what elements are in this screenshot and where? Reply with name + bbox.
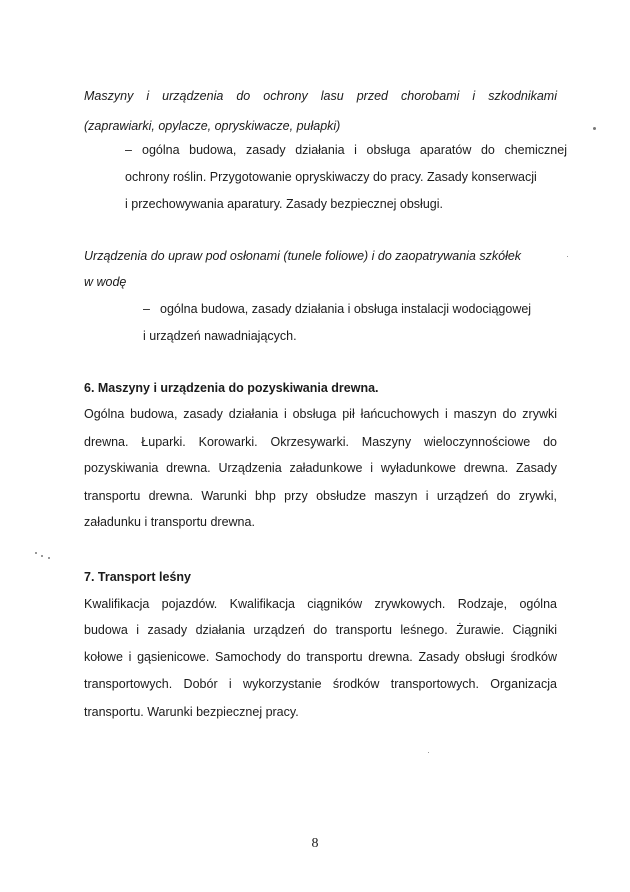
body-text-line: i przechowywania aparatury. Zasady bezpiecznej obsługi. bbox=[125, 197, 443, 211]
body-text-line: budowa i zasady działania urządzeń do transportu leśnego. Żurawie. Ciągniki bbox=[84, 623, 557, 637]
body-text-line: załadunku i transportu drewna. bbox=[84, 515, 255, 529]
body-text-line: transportowych. Dobór i wykorzystanie środków transportowych. Organizacja bbox=[84, 677, 557, 691]
subsection-heading-greenhouse-line-1: Urządzenia do upraw pod osłonami (tunele foliowe) i do zaopatrywania szkółek bbox=[84, 249, 522, 263]
body-text-line: transportu drewna. Warunki bhp przy obsłudze maszyn i urządzeń do zrywki, bbox=[84, 489, 557, 503]
body-text-line: pozyskiwania drewna. Urządzenia załadunkowe i wyładunkowe drewna. Zasady bbox=[84, 461, 557, 475]
scan-speck bbox=[41, 555, 43, 557]
subsection-heading-greenhouse-line-2: w wodę bbox=[84, 275, 127, 289]
body-text-line: ogólna budowa, zasady działania i obsługa aparatów do chemicznej bbox=[142, 143, 567, 157]
list-dash: – bbox=[125, 143, 132, 157]
body-text-line: Ogólna budowa, zasady działania i obsługa pił łańcuchowych i maszyn do zrywki bbox=[84, 407, 557, 421]
scan-speck bbox=[48, 557, 50, 559]
body-text-line: transportu. Warunki bezpiecznej pracy. bbox=[84, 705, 299, 719]
scan-speck bbox=[567, 256, 568, 257]
section-heading-6: 6. Maszyny i urządzenia do pozyskiwania drewna. bbox=[84, 381, 379, 395]
scan-speck bbox=[35, 552, 37, 554]
body-text-line: drewna. Łuparki. Korowarki. Okrzesywarki. Maszyny wieloczynnościowe do bbox=[84, 435, 557, 449]
body-text-line: Kwalifikacja pojazdów. Kwalifikacja ciągników zrywkowych. Rodzaje, ogólna bbox=[84, 597, 557, 611]
body-text-line: kołowe i gąsienicowe. Samochody do transportu drewna. Zasady obsługi środków bbox=[84, 650, 557, 664]
body-text-line: ochrony roślin. Przygotowanie opryskiwaczy do pracy. Zasady konserwacji bbox=[125, 170, 537, 184]
body-text-line: ogólna budowa, zasady działania i obsługa instalacji wodociągowej bbox=[160, 302, 532, 316]
scan-speck bbox=[428, 752, 429, 753]
body-text-line: i urządzeń nawadniających. bbox=[143, 329, 297, 343]
list-dash: – bbox=[143, 302, 150, 316]
subsection-heading-forest-protection-line-2: (zaprawiarki, opylacze, opryskiwacze, pułapki) bbox=[84, 119, 341, 133]
page-number: 8 bbox=[311, 836, 319, 851]
section-heading-7: 7. Transport leśny bbox=[84, 570, 191, 584]
scan-speck bbox=[593, 127, 596, 130]
subsection-heading-forest-protection-line-1: Maszyny i urządzenia do ochrony lasu przed chorobami i szkodnikami bbox=[84, 89, 557, 103]
